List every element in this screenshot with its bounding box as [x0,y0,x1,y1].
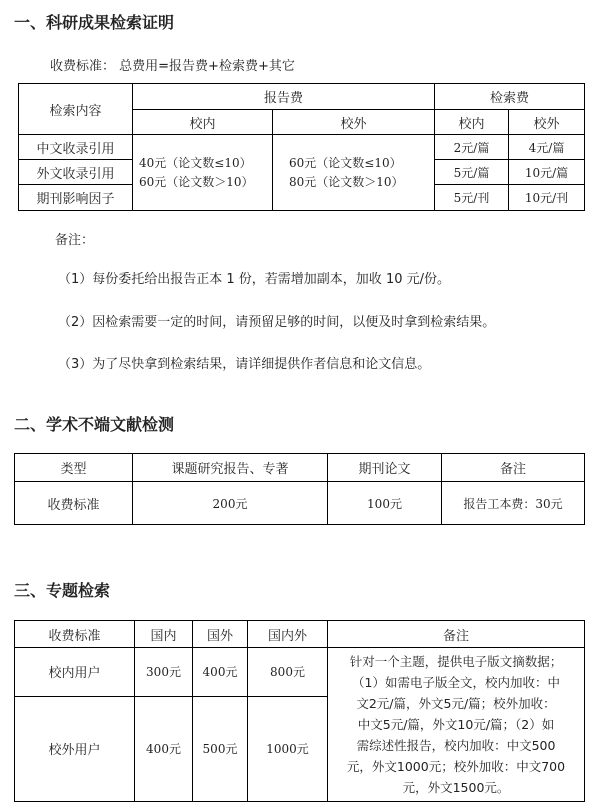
report-fee-in-1: 40元（论文数≤10） [139,155,252,170]
topic-search-remark [328,648,585,802]
search-fee-out-cn: 4元/篇 [509,135,585,160]
search-fee-out-impact: 10元/刊 [509,185,585,211]
remark-cost: 报告工本费：30元 [442,482,585,525]
search-fee-in-impact: 5元/刊 [435,185,509,211]
internal-foreign-fee: 400元 [193,648,248,697]
header-domestic: 国内 [135,621,193,648]
note-3: （3）为了尽快拿到检索结果，请详细提供作者信息和论文信息。 [58,357,431,372]
internal-both-fee: 800元 [248,648,328,697]
header-type: 类型 [15,454,133,482]
fee-standard-label: 收费标准： [50,59,116,74]
report-fee-out-cell [273,135,435,211]
section3-title: 三、专题检索 [14,581,111,600]
header-report-out: 校外 [273,110,435,135]
retrieval-fee-table [18,83,585,211]
report-fee-in-2: 60元（论文数＞10） [139,174,254,189]
header-foreign: 国外 [193,621,248,648]
header-research-report: 课题研究报告、专著 [133,454,328,482]
remark-line: 需综述性报告，校内加收：中文500 [356,738,556,753]
report-fee-out-2: 80元（论文数＞10） [289,174,404,189]
header-report-in: 校内 [133,110,273,135]
row-label-cn: 中文收录引用 [19,135,133,160]
remark-line: 文2元/篇，外文5元/篇；校外加收： [356,696,556,711]
fee-standard-line [50,55,295,74]
topic-search-table [14,620,585,802]
remark-line: 元，外文1500元。 [402,780,510,795]
search-fee-out-foreign: 10元/篇 [509,160,585,185]
remark-line: 元，外文1000元；校外加收：中文700 [346,759,566,774]
report-fee-in-cell [133,135,273,211]
header-search-fee: 检索费 [435,84,585,110]
section2-title: 二、学术不端文献检测 [14,415,175,434]
note-1: （1）每份委托给出报告正本 1 份，若需增加副本，加收 10 元/份。 [58,272,450,287]
search-fee-in-foreign: 5元/篇 [435,160,509,185]
remark-line: 中文5元/篇，外文10元/篇；（2）如 [357,717,555,732]
external-both-fee: 1000元 [248,696,328,801]
header-remark: 备注 [442,454,585,482]
header-search-out: 校外 [509,110,585,135]
row-label-fee: 收费标准 [15,482,133,525]
external-domestic-fee: 400元 [135,696,193,801]
header-fee-standard: 收费标准 [15,621,135,648]
fee-formula: 总费用=报告费+检索费+其它 [119,59,295,74]
note-2: （2）因检索需要一定的时间，请预留足够的时间，以便及时拿到检索结果。 [58,315,496,330]
journal-fee: 100元 [328,482,442,525]
header-journal-paper: 期刊论文 [328,454,442,482]
remark-line: 针对一个主题，提供电子版文摘数据； [349,654,563,669]
header-both: 国内外 [248,621,328,648]
external-foreign-fee: 500元 [193,696,248,801]
header-content: 检索内容 [19,84,133,135]
report-fee: 200元 [133,482,328,525]
plagiarism-check-table [14,453,585,525]
row-label-external-user: 校外用户 [15,696,135,801]
header-report-fee: 报告费 [133,84,435,110]
internal-domestic-fee: 300元 [135,648,193,697]
row-label-impact: 期刊影响因子 [19,185,133,211]
header-remark: 备注 [328,621,585,648]
row-label-foreign: 外文收录引用 [19,160,133,185]
section1-title: 一、科研成果检索证明 [14,13,175,32]
remark-line: （1）如需电子版全文，校内加收：中 [352,675,560,690]
row-label-internal-user: 校内用户 [15,648,135,697]
search-fee-in-cn: 2元/篇 [435,135,509,160]
header-search-in: 校内 [435,110,509,135]
note-title: 备注： [55,233,95,248]
report-fee-out-1: 60元（论文数≤10） [289,155,402,170]
